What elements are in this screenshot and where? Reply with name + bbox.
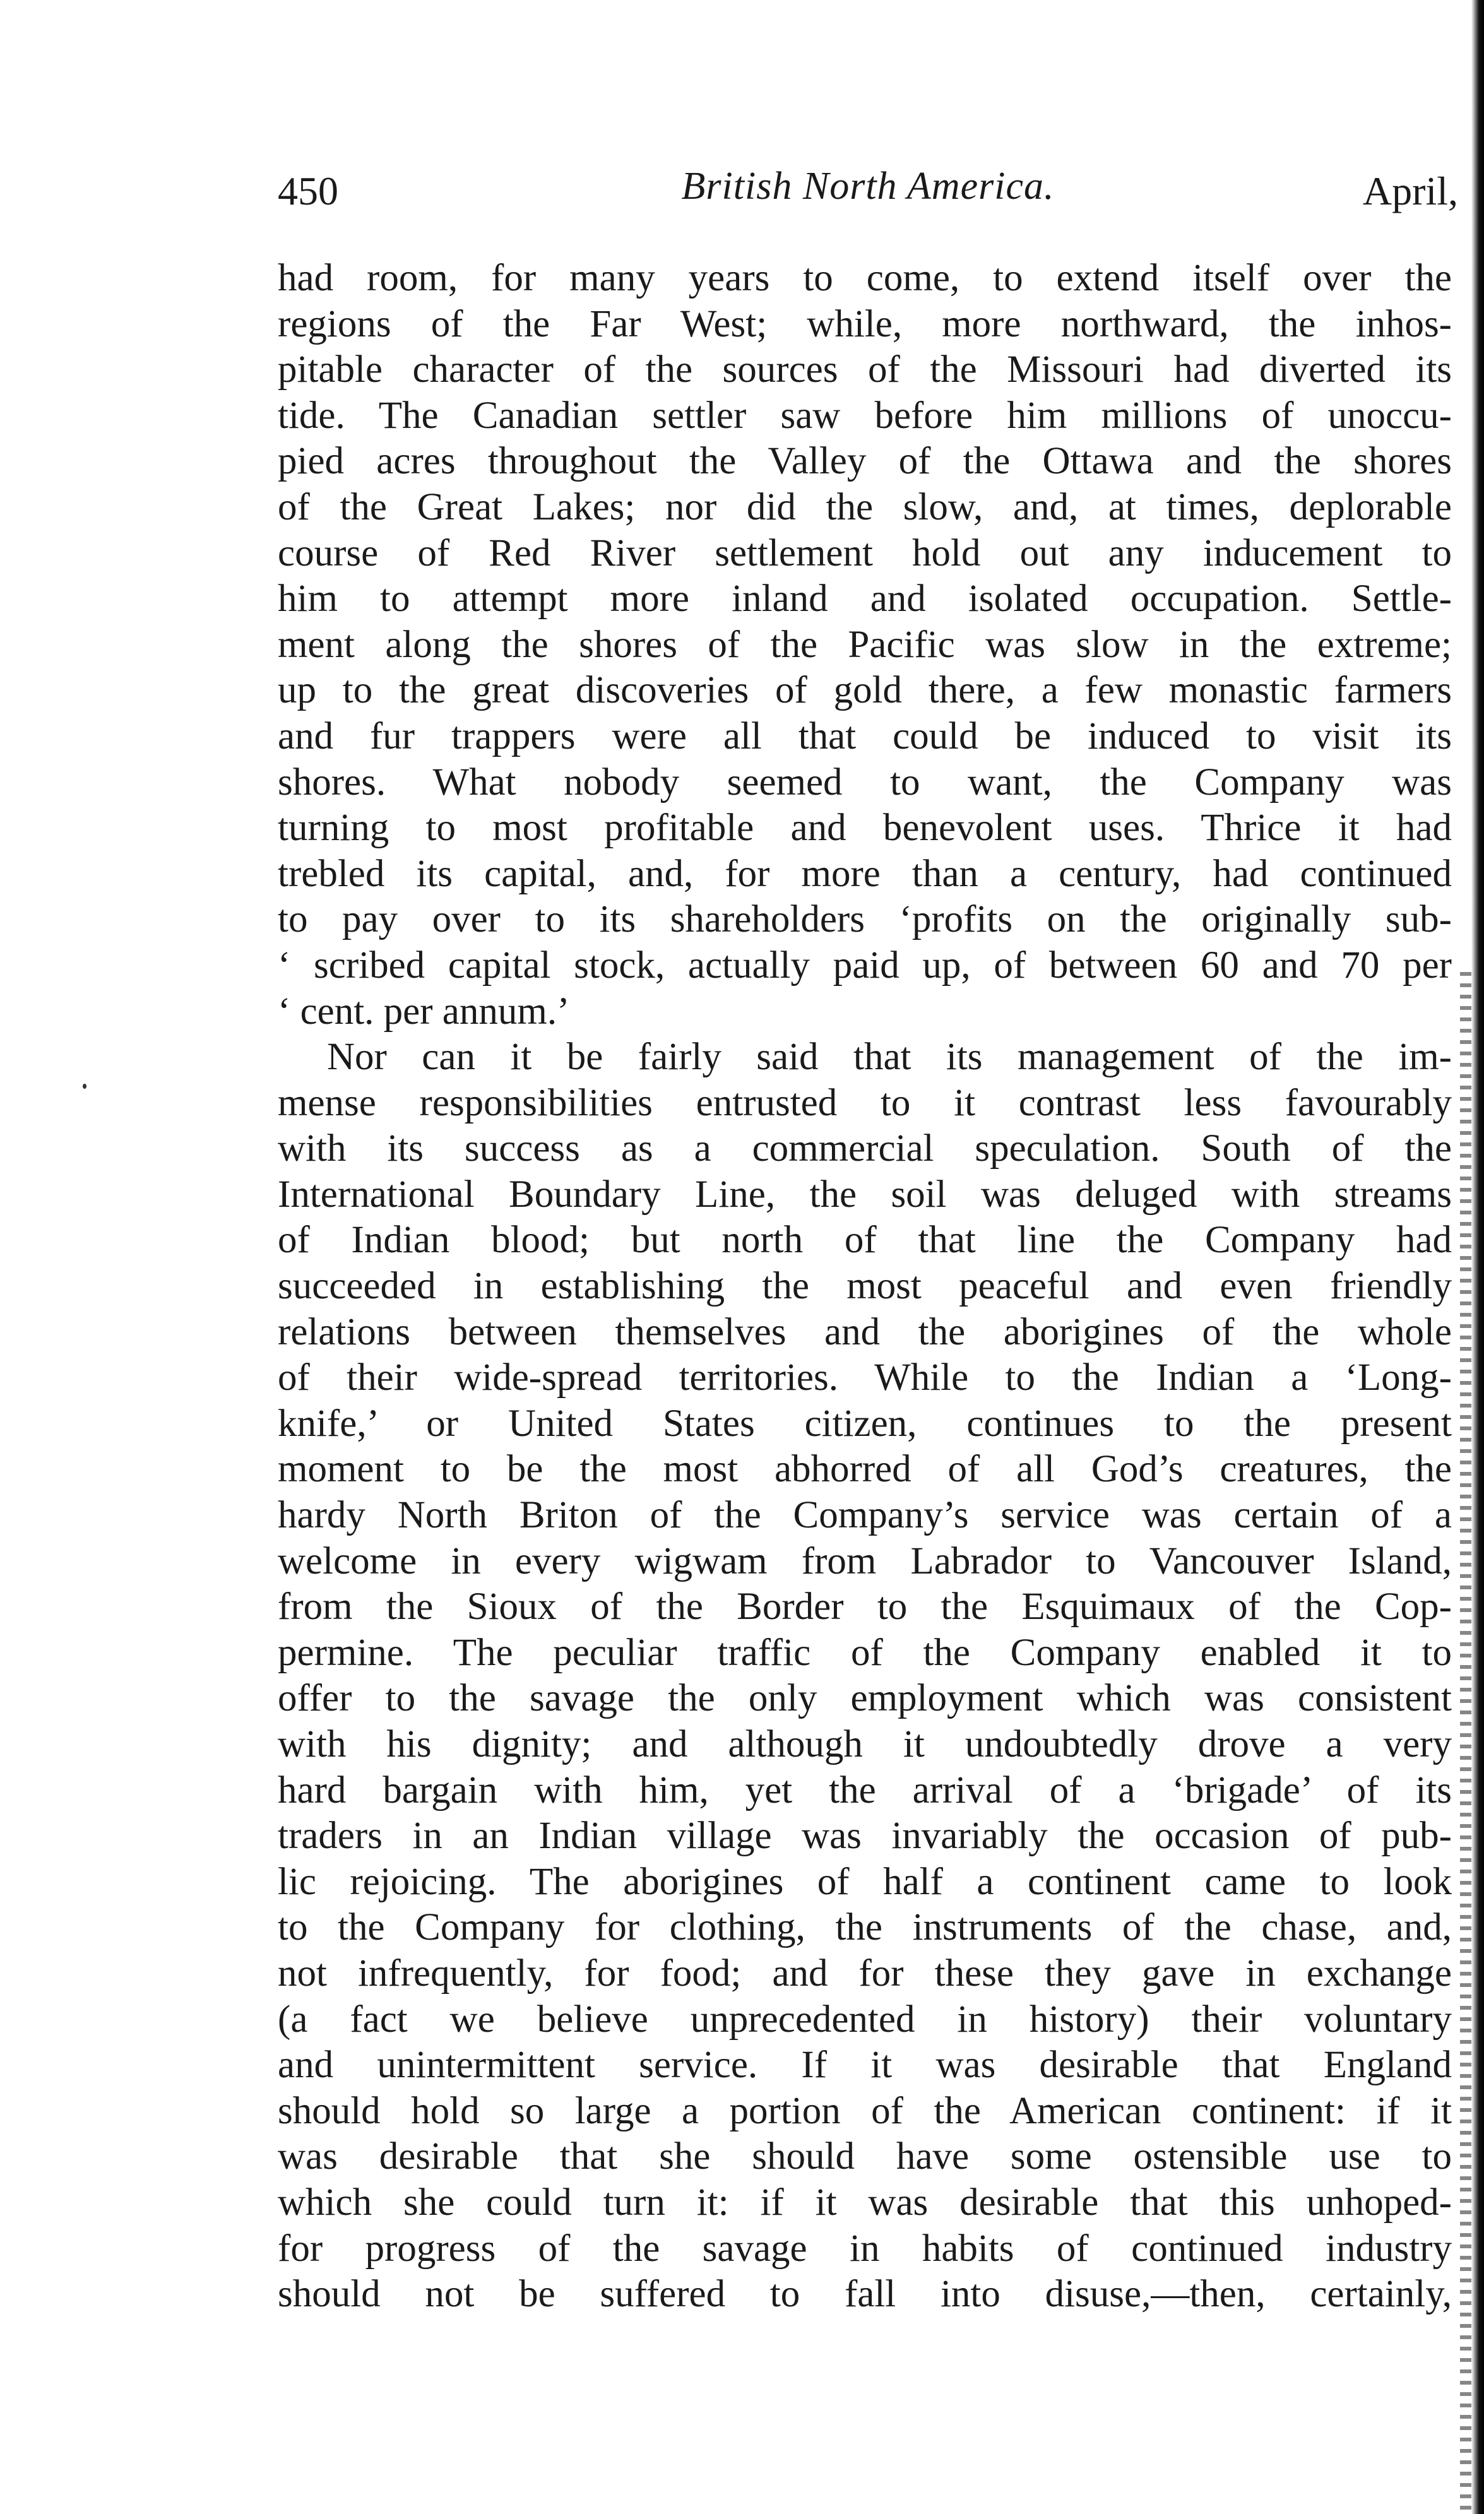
text-line: up to the great discoveries of gold there, a few monastic farmers — [278, 669, 1452, 712]
text-line: ment along the shores of the Pacific was slow in the extreme; — [278, 623, 1452, 666]
text-line: shores. What nobody seemed to want, the Company was — [278, 761, 1452, 803]
text-line: permine. The peculiar traffic of the Company enabled it to — [278, 1631, 1452, 1674]
text-line: ‘ scribed capital stock, actually paid up, of between 60 and 70 per — [278, 944, 1452, 987]
text-line: mense responsibilities entrusted to it contrast less favourably — [278, 1081, 1452, 1124]
text-line: of Indian blood; but north of that line the Company had — [278, 1219, 1452, 1262]
text-line: and unintermittent service. If it was desirable that England — [278, 2044, 1452, 2087]
text-line: not infrequently, for food; and for these they gave in exchange — [278, 1952, 1452, 1995]
text-line: welcome in every wigwam from Labrador to Vancouver Island, — [278, 1539, 1452, 1582]
text-line: should not be suffered to fall into disuse,—then, certainly, — [278, 2273, 1452, 2316]
body-text — [278, 256, 1452, 2318]
text-line: pitable character of the sources of the Missouri had diverted its — [278, 348, 1452, 391]
text-line: of the Great Lakes; nor did the slow, and, at times, deplorable — [278, 485, 1452, 528]
text-line: course of Red River settlement hold out any inducement to — [278, 531, 1452, 574]
text-line: him to attempt more inland and isolated occupation. Settle- — [278, 578, 1452, 620]
text-line: offer to the savage the only employment which was consistent — [278, 1677, 1452, 1720]
running-title: British North America. — [681, 165, 1055, 208]
page-number: 450 — [278, 169, 338, 213]
text-line: regions of the Far West; while, more northward, the inhos- — [278, 302, 1452, 345]
text-line: lic rejoicing. The aborigines of half a continent came to look — [278, 1860, 1452, 1903]
text-line: was desirable that she should have some ostensible use to — [278, 2135, 1452, 2178]
text-line: hard bargain with him, yet the arrival of a ‘brigade’ of its — [278, 1769, 1452, 1811]
text-line: to the Company for clothing, the instruments of the chase, and, — [278, 1906, 1452, 1949]
text-line: knife,’ or United States citizen, continues to the present — [278, 1402, 1452, 1445]
text-line: of their wide-spread territories. While to the Indian a ‘Long- — [278, 1356, 1452, 1399]
text-line: hardy North Briton of the Company’s service was certain of a — [278, 1494, 1452, 1537]
text-line: and fur trappers were all that could be induced to visit its — [278, 714, 1452, 757]
text-line: trebled its capital, and, for more than a century, had continued — [278, 852, 1452, 895]
text-line: with his dignity; and although it undoubtedly drove a very — [278, 1723, 1452, 1765]
text-line: traders in an Indian village was invariably the occasion of pub- — [278, 1815, 1452, 1858]
text-line: which she could turn it: if it was desirable that this unhoped- — [278, 2181, 1452, 2224]
binding-gutter-specks — [1460, 972, 1471, 2512]
text-line: (a fact we believe unprecedented in history) their voluntary — [278, 1998, 1452, 2041]
text-line: with its success as a commercial speculation. South of the — [278, 1127, 1452, 1170]
text-line: pied acres throughout the Valley of the Ottawa and the shores — [278, 440, 1452, 483]
text-line: International Boundary Line, the soil was deluged with streams — [278, 1173, 1452, 1216]
text-line: moment to be the most abhorred of all God’s creatures, the — [278, 1448, 1452, 1491]
text-line: should hold so large a portion of the American continent: if it — [278, 2089, 1452, 2132]
page-header — [278, 162, 1458, 231]
text-line: to pay over to its shareholders ‘profits on the originally sub- — [278, 898, 1452, 941]
text-line: for progress of the savage in habits of continued industry — [278, 2227, 1452, 2270]
text-line: turning to most profitable and benevolent uses. Thrice it had — [278, 807, 1452, 850]
text-line: had room, for many years to come, to extend itself over the — [278, 257, 1452, 299]
text-line: ‘ cent. per annum.’ — [278, 990, 570, 1033]
text-line: relations between themselves and the aborigines of the whole — [278, 1310, 1452, 1353]
text-line: tide. The Canadian settler saw before him millions of unoccu- — [278, 394, 1452, 437]
text-line: succeeded in establishing the most peaceful and even friendly — [278, 1265, 1452, 1308]
binding-gutter-shadow — [1471, 0, 1484, 2514]
text-line: from the Sioux of the Border to the Esquimaux of the Cop- — [278, 1586, 1452, 1628]
ink-speck — [83, 1084, 86, 1089]
running-month: April, — [1362, 169, 1458, 213]
paragraph-start-line: Nor can it be fairly said that its management of the im- — [327, 1036, 1452, 1079]
